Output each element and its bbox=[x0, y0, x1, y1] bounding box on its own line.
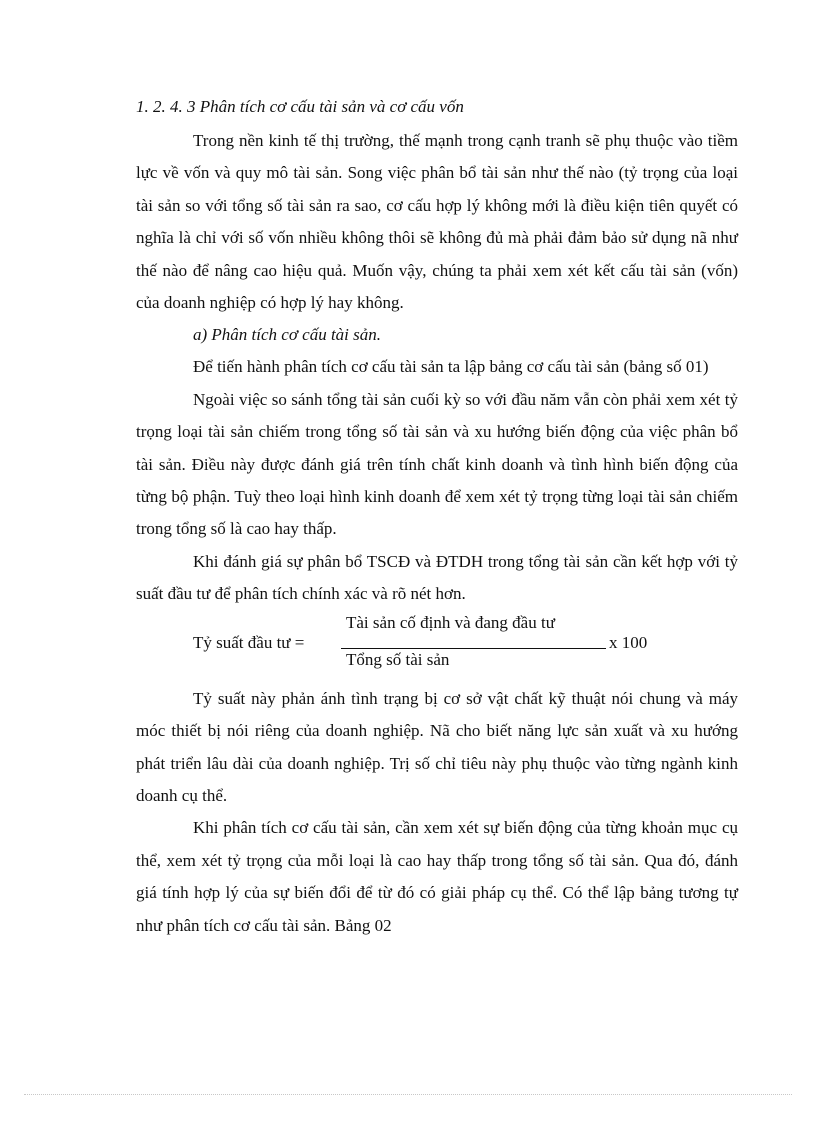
formula-label: Tỷ suất đầu tư = bbox=[193, 632, 305, 652]
paragraph-ratio-meaning: Tỷ suất này phản ánh tình trạng bị cơ sở vật chất kỹ thuật nói chung và máy móc thiết bị nói riêng của doanh nghiệp. Nã cho biết năng lực sản xuất và xu hướng phát triển lâu dài của doanh nghiệp. Trị số chỉ tiêu này phụ thuộc vào từng ngành kinh doanh cụ thể. bbox=[136, 688, 738, 805]
formula-numerator: Tài sản cố định và đang đầu tư bbox=[346, 612, 555, 632]
paragraph-table-ref: Để tiến hành phân tích cơ cấu tài sản ta lập bảng cơ cấu tài sản (bảng số 01) bbox=[193, 357, 709, 377]
fraction-bar bbox=[341, 648, 606, 649]
formula-multiplier: x 100 bbox=[609, 632, 648, 652]
paragraph-investment-ratio: Khi đánh giá sự phân bổ TSCĐ và ĐTDH trong tổng tài sản cần kết hợp với tỷ suất đầu tư để phân tích chính xác và rõ nét hơn. bbox=[136, 551, 738, 604]
paragraph-comparison: Ngoài việc so sánh tổng tài sản cuối kỳ so với đầu năm vẫn còn phải xem xét tỷ trọng loại tài sản chiếm trong tổng số tài sản và xu hướng biến động của việc phân bổ tài sản. Điều này được đánh giá trên tính chất kinh doanh và tình hình biến động của từng bộ phận. Tuỳ theo loại hình kinh doanh để xem xét tỷ trọng từng loại tài sản chiếm trong tổng số là cao hay thấp. bbox=[136, 389, 738, 539]
section-heading: 1. 2. 4. 3 Phân tích cơ cấu tài sản và cơ cấu vốn bbox=[136, 97, 464, 116]
paragraph-intro: Trong nền kinh tế thị trường, thế mạnh trong cạnh tranh sẽ phụ thuộc vào tiềm lực về vốn và quy mô tài sản. Song việc phân bổ tài sản như thế nào (tỷ trọng của loại tài sản so với tổng số tài sản ra sao, cơ cấu hợp lý không mới là điều kiện tiên quyết có nghĩa là chỉ với số vốn nhiều không thôi sẽ không đủ mà phải đảm bảo sử dụng nã như thế nào để nâng cao hiệu quả. Muốn vậy, chúng ta phải xem xét kết cấu tài sản (vốn) của doanh nghiệp có hợp lý hay không. bbox=[136, 131, 738, 313]
formula-denominator: Tổng số tài sản bbox=[346, 649, 450, 669]
paragraph-item-analysis: Khi phân tích cơ cấu tài sản, cần xem xét sự biến động của từng khoản mục cụ thể, xem xét tỷ trọng của mỗi loại là cao hay thấp trong tổng số tài sản. Qua đó, đánh giá tính hợp lý của sự biến đổi để từ đó có giải pháp cụ thể. Có thể lập bảng tương tự như phân tích cơ cấu tài sản. Bảng 02 bbox=[136, 818, 738, 935]
investment-ratio-formula bbox=[136, 613, 738, 677]
subheading-asset-structure: a) Phân tích cơ cấu tài sản. bbox=[193, 325, 382, 345]
document-body bbox=[136, 93, 738, 942]
page-bottom-divider bbox=[24, 1094, 792, 1095]
